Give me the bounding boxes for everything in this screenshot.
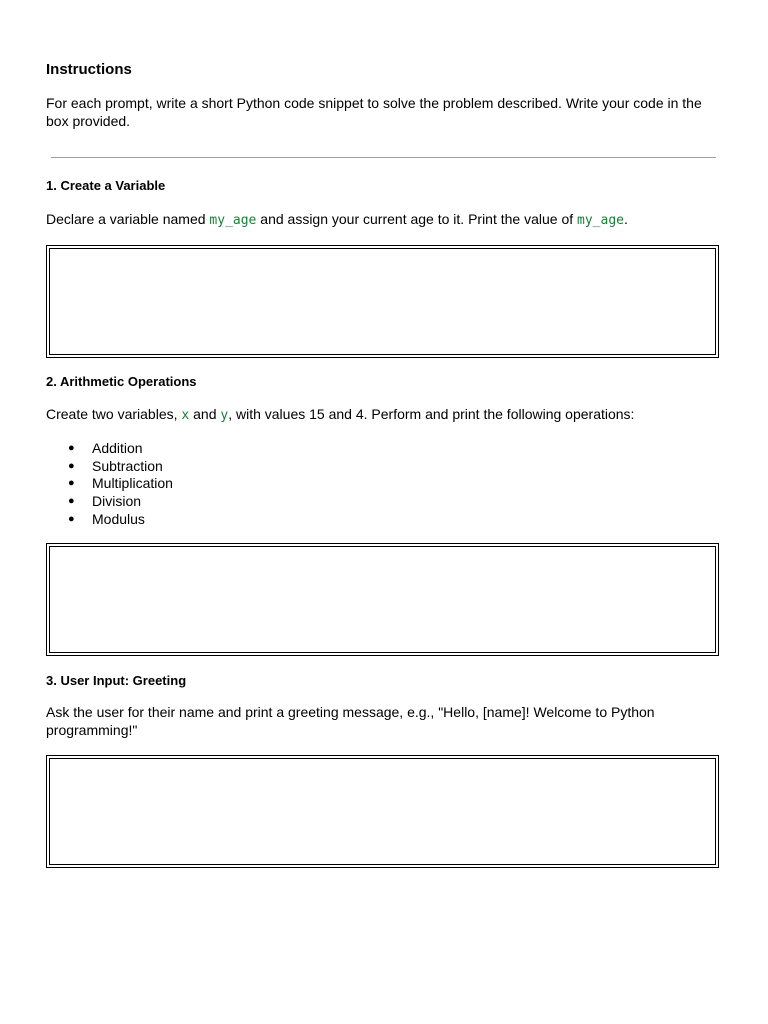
list-item	[46, 511, 173, 529]
bullet-icon: ●	[68, 495, 75, 508]
question-2-text-start: Create two variables,	[46, 406, 182, 422]
code-my-age: my_age	[209, 213, 257, 228]
list-item-label: Subtraction	[92, 457, 163, 474]
list-item	[46, 458, 173, 476]
list-item	[46, 475, 173, 493]
page-title: Instructions	[46, 61, 132, 78]
question-2-text	[46, 406, 726, 425]
answer-box-3-inner	[49, 758, 716, 865]
list-item-label: Multiplication	[92, 475, 173, 492]
answer-box-2-inner	[49, 546, 716, 653]
list-item-label: Addition	[92, 440, 143, 456]
answer-box-2[interactable]	[46, 543, 719, 656]
answer-box-1-inner	[49, 248, 716, 355]
question-3-text: Ask the user for their name and print a greeting message, e.g., "Hello, [name]! Welcome to Python programming!"	[46, 704, 655, 738]
question-2-heading: 2. Arithmetic Operations	[46, 374, 197, 389]
list-item	[46, 493, 173, 511]
question-2-text-middle: and	[189, 406, 221, 422]
list-item	[46, 440, 173, 458]
answer-box-1[interactable]	[46, 245, 719, 358]
question-3-heading: 3. User Input: Greeting	[46, 673, 187, 688]
question-2-text-end: , with values 15 and 4. Perform and print the following operations:	[228, 406, 635, 422]
list-item-label: Division	[92, 493, 142, 510]
bullet-icon: ●	[68, 459, 75, 472]
bullet-icon: ●	[68, 442, 75, 454]
answer-box-3[interactable]	[46, 755, 719, 868]
operations-list	[46, 440, 173, 529]
question-1-text-end: .	[624, 211, 628, 227]
instructions-text: For each prompt, write a short Python code snippet to solve the problem described. Write your code in the box provided.	[46, 95, 702, 129]
list-item-label: Modulus	[92, 510, 145, 527]
bullet-icon: ●	[68, 477, 75, 490]
question-1-text	[46, 211, 726, 230]
code-y: y	[220, 408, 229, 423]
question-1-heading: 1. Create a Variable	[46, 178, 166, 193]
code-x: x	[181, 408, 190, 423]
section-divider	[51, 157, 716, 158]
question-1-text-start: Declare a variable named	[46, 211, 210, 227]
bullet-icon: ●	[68, 512, 75, 525]
code-my-age-print: my_age	[577, 213, 624, 228]
question-1-text-middle: and assign your current age to it. Print the value of	[256, 211, 578, 227]
